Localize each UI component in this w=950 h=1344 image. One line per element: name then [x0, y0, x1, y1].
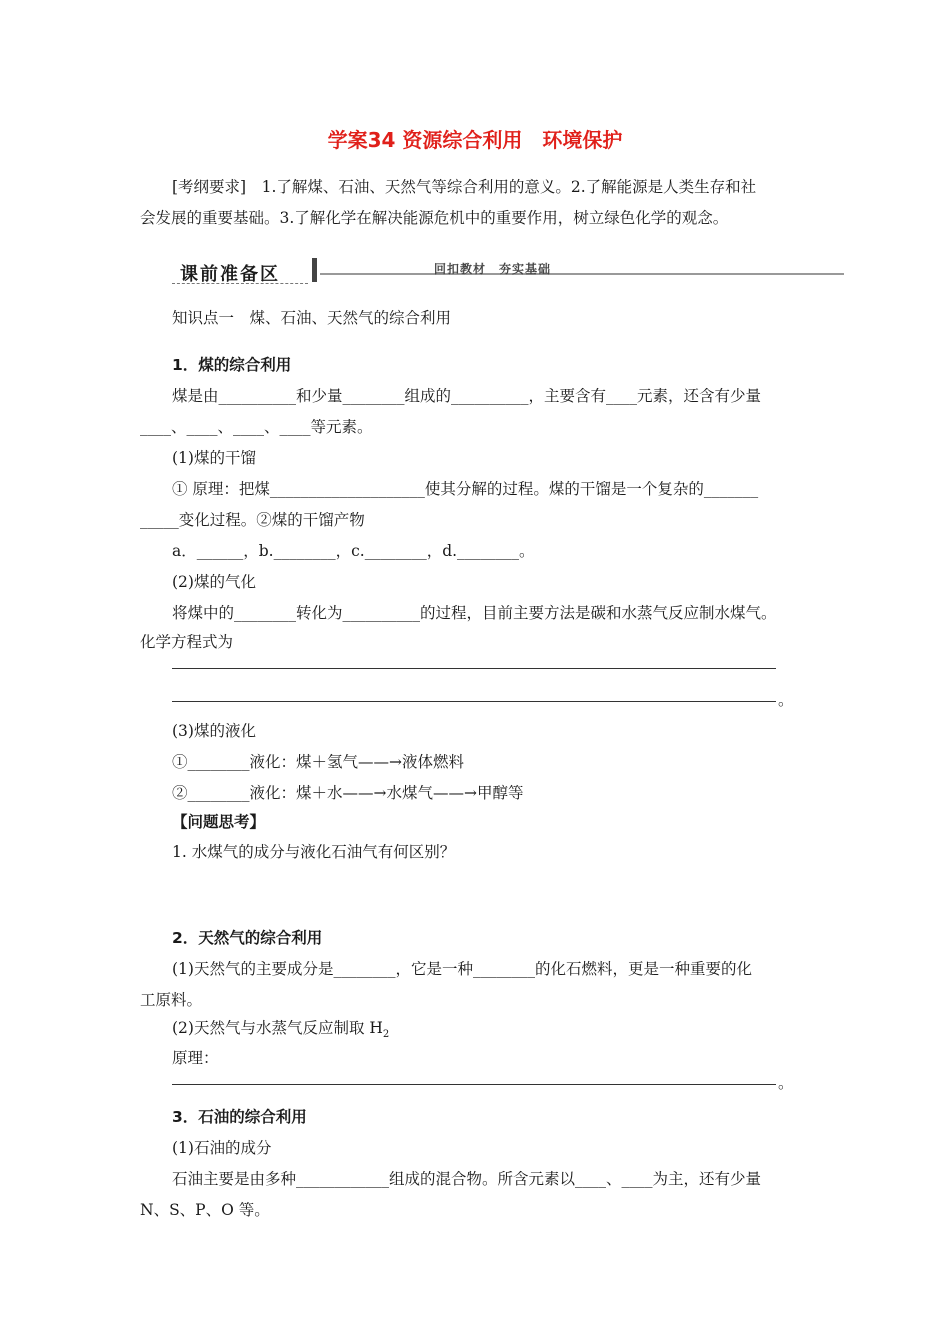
section-rule — [320, 273, 844, 275]
section-dash-divider — [172, 283, 308, 284]
petroleum-line1: (1)石油的成分 — [172, 1139, 272, 1157]
page-title: 学案34 资源综合利用 环境保护 — [327, 128, 623, 152]
natural-gas-principle: 原理： — [172, 1049, 219, 1067]
section-header-bar — [172, 258, 844, 286]
coal-gas-line1: 将煤中的________转化为__________的过程，目前主要方法是碳和水蒸气反应制水煤气。 — [172, 604, 777, 622]
coal-dry-line2: _____变化过程。②煤的干馏产物 — [140, 511, 365, 529]
period-mark: 。 — [778, 691, 794, 709]
answer-blank-line — [172, 1084, 776, 1085]
petroleum-line2: 石油主要是由多种____________组成的混合物。所含元素以____、____为主，还有少量 — [172, 1170, 762, 1188]
period-mark: 。 — [778, 1074, 794, 1092]
coal-liq-line2: ②________液化：煤＋水——→水煤气——→甲醇等 — [172, 784, 524, 802]
coal-gas-line2: 化学方程式为 — [140, 633, 234, 651]
natural-gas-line3 — [172, 1016, 389, 1040]
question-1: 1. 水煤气的成分与液化石油气有何区别？ — [172, 843, 456, 861]
petroleum-line3: N、S、P、O 等。 — [140, 1201, 270, 1219]
exam-requirements-line2: 会发展的重要基础。3.了解化学在解决能源危机中的重要作用，树立绿色化学的观念。 — [140, 209, 729, 227]
coal-dry-line1: ① 原理：把煤____________________使其分解的过程。煤的干馏是一个复杂的_______ — [172, 480, 759, 498]
natural-gas-line1: (1)天然气的主要成分是________，它是一种________的化石燃料，更是一种重要的化 — [172, 960, 752, 978]
knowledge-point-1: 知识点一 煤、石油、天然气的综合利用 — [172, 309, 452, 327]
section-marker — [312, 258, 317, 282]
coal-line1: 煤是由__________和少量________组成的__________，主要含有____元素，还含有少量 — [172, 387, 762, 405]
section-subtitle: 回扣教材 夯实基础 — [434, 262, 552, 276]
exam-requirements-line1: [考纲要求] 1.了解煤、石油、天然气等综合利用的意义。2.了解能源是人类生存和社 — [172, 178, 757, 196]
petroleum-heading: 3．石油的综合利用 — [172, 1108, 307, 1126]
coal-gas-heading: (2)煤的气化 — [172, 573, 256, 591]
subscript-2: 2 — [382, 1029, 390, 1041]
answer-blank-line — [172, 668, 776, 669]
coal-liq-line1: ①________液化：煤＋氢气——→液体燃料 — [172, 753, 464, 771]
coal-dry-heading: (1)煤的干馏 — [172, 449, 256, 467]
question-heading: 【问题思考】 — [172, 813, 266, 831]
coal-liq-heading: (3)煤的液化 — [172, 722, 256, 740]
coal-line2: ____、____、____、____等元素。 — [140, 418, 373, 436]
answer-blank-line — [172, 701, 776, 702]
natural-gas-line2: 工原料。 — [140, 991, 203, 1009]
natural-gas-line3-text: (2)天然气与水蒸气反应制取 H — [172, 1019, 383, 1037]
coal-dry-products: a．______，b.________，c.________，d.________。 — [172, 542, 535, 560]
section-label: 课前准备区 — [180, 264, 280, 285]
coal-heading: 1．煤的综合利用 — [172, 356, 292, 374]
natural-gas-heading: 2．天然气的综合利用 — [172, 929, 323, 947]
